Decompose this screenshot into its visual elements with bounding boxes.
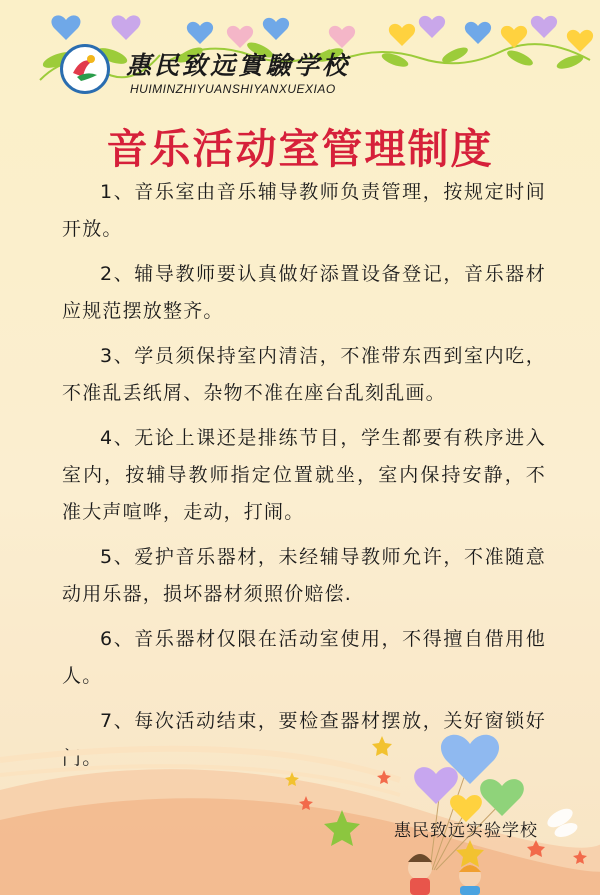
rules-list [62, 174, 546, 785]
footer-decoration [0, 700, 600, 895]
rule-item: 5、爱护音乐器材，未经辅导教师允许，不准随意动用乐器，损坏器材须照价赔偿. [62, 546, 546, 605]
rule-item: 7、每次活动结束，要检查器材摆放，关好窗锁好门。 [62, 710, 546, 769]
rule-item: 6、音乐器材仅限在活动室使用，不得擅自借用他人。 [62, 628, 546, 687]
rule-item: 4、无论上课还是排练节目，学生都要有秩序进入室内，按辅导教师指定位置就坐，室内保持安静，不准大声喧哗，走动，打闹。 [62, 427, 546, 523]
school-name: 惠民致远實驗学校 [126, 51, 351, 80]
rule-item: 3、学员须保持室内清洁，不准带东西到室内吃，不准乱丢纸屑、杂物不准在座台乱刻乱画。 [62, 345, 546, 404]
school-pinyin: HUIMINZHIYUANSHIYANXUEXIAO [130, 82, 336, 96]
page-title: 音乐活动室管理制度 [106, 125, 494, 173]
school-logo [60, 44, 110, 94]
signature: 惠民致远实验学校 [394, 821, 538, 841]
wing-icon [544, 805, 579, 840]
rule-item: 2、辅导教师要认真做好添置设备登记，音乐器材应规范摆放整齐。 [62, 263, 546, 322]
rule-item: 1、音乐室由音乐辅导教师负责管理，按规定时间开放。 [62, 181, 546, 240]
emblem-icon [63, 47, 107, 91]
